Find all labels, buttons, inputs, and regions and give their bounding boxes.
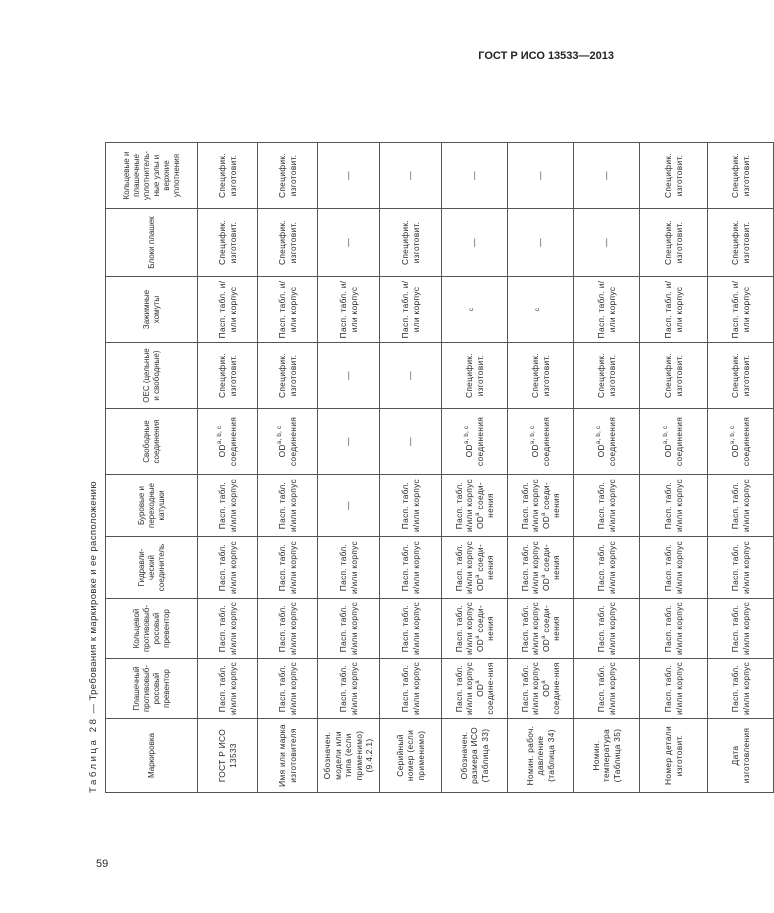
row-label: Обозначен. размера ИСО (Таблица 33) <box>442 719 508 793</box>
table-cell: — <box>442 209 508 277</box>
table-cell: Пасп. табл. и/или корпус $OD^a$ соеди-нения <box>442 537 508 599</box>
rotated-table-block <box>83 63 751 793</box>
table-cell: — <box>508 209 574 277</box>
table-cell: Пасп. табл. и/или корпус <box>380 659 442 719</box>
table-cell: Пасп. табл. и/или корпус <box>258 599 318 659</box>
table-cell: Пасп. табл. и/или корпус <box>574 537 640 599</box>
table-cell: OD$^{a, b, c}$ соединения <box>198 409 258 475</box>
table-cell: Пасп. табл. и/или корпус $OD^a$ соеди-нения <box>508 599 574 659</box>
table-cell: — <box>442 143 508 209</box>
table-cell: Пасп. табл. и/или корпус <box>640 537 708 599</box>
column-header: Гидравли-ческий соединитель <box>106 537 198 599</box>
table-row <box>380 63 442 793</box>
table-cell: OD$^{a, b, c}$ соединения <box>708 409 774 475</box>
table-cell: Специфик. изготовит. <box>574 343 640 409</box>
footnote-marker: a, b, c <box>277 425 284 445</box>
table-cell <box>508 277 574 343</box>
table-cell: Пасп. табл. и/или корпус <box>198 599 258 659</box>
table-cell: Пасп. табл. и/или корпус <box>640 277 708 343</box>
table-cell: Специфик. изготовит. <box>708 209 774 277</box>
table-cell: Пасп. табл. и/или корпус <box>318 599 380 659</box>
table-row <box>318 63 380 793</box>
table-cell: Пасп. табл. и/или корпус <box>574 659 640 719</box>
table-cell: Специфик. изготовит. <box>508 343 574 409</box>
table-cell: Специфик. изготовит. <box>258 143 318 209</box>
table-cell: — <box>318 209 380 277</box>
table-row <box>574 63 640 793</box>
footnote-marker: a <box>474 635 481 639</box>
table-row <box>708 63 774 793</box>
table-cell: — <box>574 209 640 277</box>
table-cell: OD$^{a, b, c}$ соединения <box>574 409 640 475</box>
table-cell: Пасп. табл. и/или корпус <box>380 537 442 599</box>
table-cell: Пасп. табл. и/или корпус <box>198 659 258 719</box>
table-cell: Пасп. табл. и/или корпус <box>574 599 640 659</box>
footnote-marker: a, b, c <box>730 425 737 445</box>
marking-requirements-table <box>105 62 774 793</box>
table-cell: — <box>318 409 380 475</box>
column-header: Плашечный противовыб-росовый превентор <box>106 659 198 719</box>
table-cell <box>442 277 508 343</box>
table-cell: Специфик. изготовит. <box>640 209 708 277</box>
column-header: ОЕС (цельные и свободные) <box>106 343 198 409</box>
footnote-marker: a <box>540 635 547 639</box>
table-cell: — <box>318 343 380 409</box>
row-label: ГОСТ Р ИСО 13533 <box>198 719 258 793</box>
table-cell: Специфик. изготовит. <box>640 343 708 409</box>
table-cell: Пасп. табл. и/или корпус <box>380 277 442 343</box>
table-cell: Пасп. табл. и/или корпус $OD^a$ соедине-ния <box>442 659 508 719</box>
table-cell: Пасп. табл. и/или корпус <box>574 475 640 537</box>
table-cell: Пасп. табл. и/или корпус <box>640 659 708 719</box>
table-cell: — <box>380 343 442 409</box>
footnote-marker: a <box>474 680 481 684</box>
table-cell: Пасп. табл. и/или корпус $OD^a$ соеди-нения <box>442 475 508 537</box>
footnote-marker: a, b, c <box>464 425 471 445</box>
table-cell: Пасп. табл. и/или корпус <box>380 599 442 659</box>
table-cell: Специфик. изготовит. <box>640 143 708 209</box>
table-cell: OD$^{a, b, c}$ соединения <box>640 409 708 475</box>
table-cell: Пасп. табл. и/или корпус <box>640 475 708 537</box>
table-cell: Специфик. изготовит. <box>258 343 318 409</box>
table-cell: Пасп. табл. и/или корпус <box>708 599 774 659</box>
table-cell: Пасп. табл. и/или корпус <box>708 277 774 343</box>
table-cell: Пасп. табл. и/или корпус $OD^a$ соедине-ния <box>508 659 574 719</box>
table-row <box>198 63 258 793</box>
table-cell: Пасп. табл. и/или корпус <box>708 537 774 599</box>
document-header: ГОСТ Р ИСО 13533—2013 <box>478 50 614 62</box>
table-row <box>258 63 318 793</box>
column-header: Зажимные хомуты <box>106 277 198 343</box>
footnote-marker: a <box>540 574 547 578</box>
table-cell: Специфик. изготовит. <box>380 209 442 277</box>
table-cell: OD$^{a, b, c}$ соединения <box>258 409 318 475</box>
footnote-marker: c <box>535 307 542 312</box>
row-label: Обозначен. модели или типа (если применимо) (9.4.2.1) <box>318 719 380 793</box>
footnote-marker: a <box>474 574 481 578</box>
table-cell: — <box>574 143 640 209</box>
footnote-marker: c <box>469 307 476 312</box>
table-cell: Специфик. изготовит. <box>258 209 318 277</box>
table-cell: Пасп. табл. и/или корпус <box>318 659 380 719</box>
table-cell: Специфик. изготовит. <box>708 343 774 409</box>
column-header: Буровые и переходные катушки <box>106 475 198 537</box>
table-cell: Специфик. изготовит. <box>198 209 258 277</box>
table-cell: — <box>318 143 380 209</box>
footnote-marker: a, b, c <box>530 425 537 445</box>
caption-table-number: Таблица 28 <box>88 716 99 793</box>
column-header: Кольцевые и плашечные уплотнитель-ные узлы и верхние уплотнения <box>106 143 198 209</box>
table-cell: Пасп. табл. и/или корпус <box>708 475 774 537</box>
table-cell: Пасп. табл. и/или корпус <box>574 277 640 343</box>
table-cell: — <box>508 143 574 209</box>
page-number: 59 <box>96 858 109 870</box>
table-cell: Пасп. табл. и/или корпус <box>198 537 258 599</box>
table-cell: Пасп. табл. и/или корпус <box>198 277 258 343</box>
table-cell: OD$^{a, b, c}$ соединения <box>442 409 508 475</box>
table-cell: — <box>380 409 442 475</box>
column-header: Кольцевой противовыб-росовый превентор <box>106 599 198 659</box>
table-cell: Пасп. табл. и/или корпус <box>640 599 708 659</box>
table-cell: Специфик. изготовит. <box>198 343 258 409</box>
column-header: Маркировка <box>106 719 198 793</box>
footnote-marker: a, b, c <box>596 425 603 445</box>
row-label: Номер детали изготовит. <box>640 719 708 793</box>
footnote-marker: a <box>540 512 547 516</box>
column-header: Блоки плашек <box>106 209 198 277</box>
footnote-marker: a <box>540 680 547 684</box>
row-label: Номин. температура (Таблица 35) <box>574 719 640 793</box>
table-header-row <box>106 63 198 793</box>
table-cell: OD$^{a, b, c}$ соединения <box>508 409 574 475</box>
table-row <box>442 63 508 793</box>
table-cell: Пасп. табл. и/или корпус <box>318 537 380 599</box>
footnote-marker: a, b, c <box>663 425 670 445</box>
table-cell: Пасп. табл. и/или корпус <box>258 537 318 599</box>
row-label: Имя или марка изготовителя <box>258 719 318 793</box>
table-cell: Пасп. табл. и/или корпус <box>258 659 318 719</box>
table-cell: — <box>318 475 380 537</box>
footnote-marker: a, b, c <box>217 425 224 445</box>
table-cell: Пасп. табл. и/или корпус $OD^a$ соеди-нения <box>442 599 508 659</box>
table-cell: Пасп. табл. и/или корпус $OD^a$ соеди-нения <box>508 475 574 537</box>
caption-dash: — <box>88 700 99 717</box>
table-row <box>508 63 574 793</box>
table-cell: Пасп. табл. и/или корпус <box>380 475 442 537</box>
table-caption <box>83 63 105 793</box>
row-label: Серийный номер (если применимо) <box>380 719 442 793</box>
row-label: Дата изготовления <box>708 719 774 793</box>
column-header: Свободные соединения <box>106 409 198 475</box>
table-row <box>640 63 708 793</box>
table-cell: Специфик. изготовит. <box>708 143 774 209</box>
table-cell: — <box>380 143 442 209</box>
table-cell: Пасп. табл. и/или корпус <box>318 277 380 343</box>
table-cell: Пасп. табл. и/или корпус <box>198 475 258 537</box>
footnote-marker: a <box>474 512 481 516</box>
table-cell: Специфик. изготовит. <box>198 143 258 209</box>
table-cell: Пасп. табл. и/или корпус <box>258 277 318 343</box>
table-cell: Пасп. табл. и/или корпус <box>708 659 774 719</box>
table-cell: Пасп. табл. и/или корпус <box>258 475 318 537</box>
table-cell: Специфик. изготовит. <box>442 343 508 409</box>
table-cell: Пасп. табл. и/или корпус $OD^a$ соеди-нения <box>508 537 574 599</box>
caption-text: Требования к маркировке и ее расположению <box>88 481 99 701</box>
row-label: Номин. рабоч. давление (таблица 34) <box>508 719 574 793</box>
